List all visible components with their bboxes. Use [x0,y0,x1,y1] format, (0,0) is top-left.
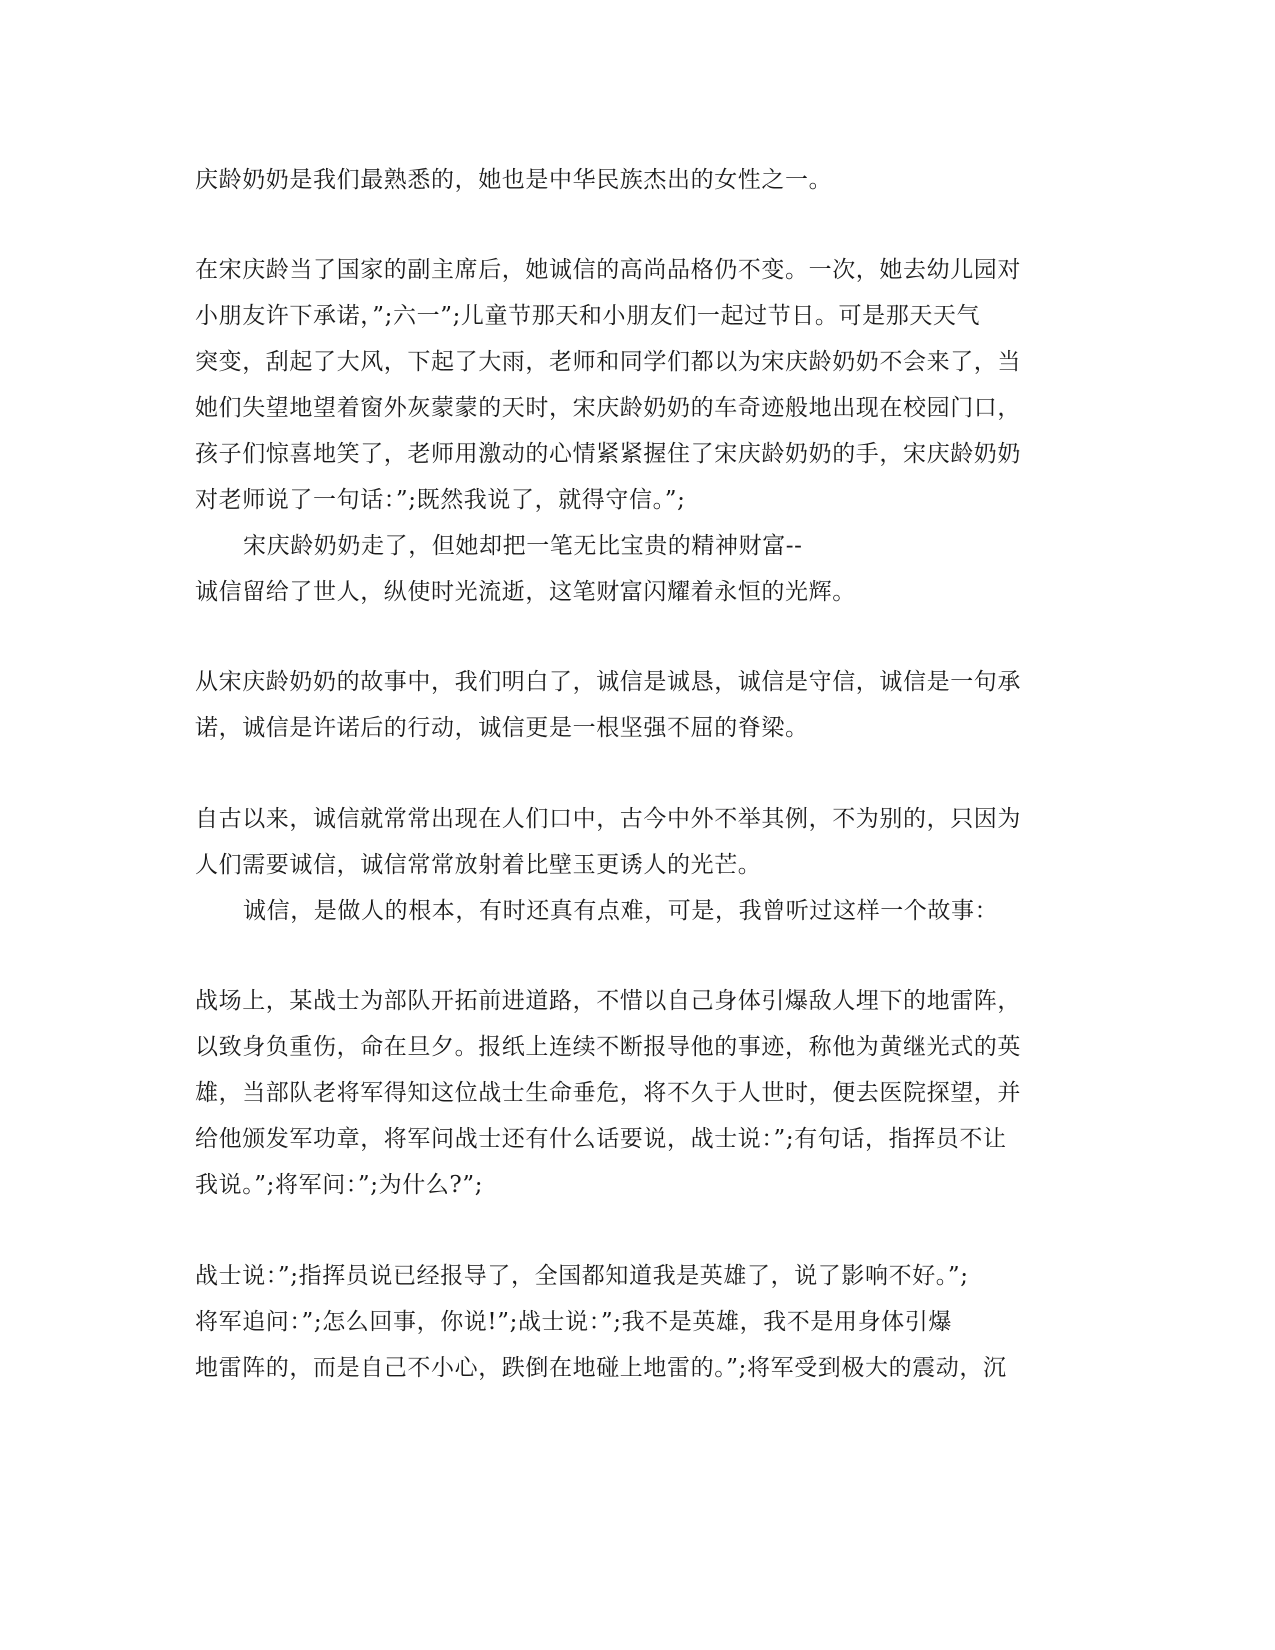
text-line: 雄，当部队老将军得知这位战士生命垂危，将不久于人世时，便去医院探望，并 [195,1080,1021,1106]
text-line: 地雷阵的，而是自己不小心，跌倒在地碰上地雷的。”;将军受到极大的震动，沉 [195,1355,1007,1381]
text-line: 给他颁发军功章，将军问战士还有什么话要说，战士说：”;有句话，指挥员不让 [195,1126,1007,1152]
text-line: 我说。”;将军问：”;为什么?”; [195,1172,484,1198]
text-line: 对老师说了一句话：”;既然我说了，就得守信。”; [195,487,686,513]
text-line: 人们需要诚信，诚信常常放射着比壁玉更诱人的光芒。 [195,852,762,878]
text-line: 以致身负重伤，命在旦夕。报纸上连续不断报导他的事迹，称他为黄继光式的英 [195,1034,1021,1060]
text-line: 小朋友许下承诺，”;六一”;儿童节那天和小朋友们一起过节日。可是那天天气 [195,303,981,329]
text-line: 从宋庆龄奶奶的故事中，我们明白了，诚信是诚恳，诚信是守信，诚信是一句承 [195,669,1021,695]
text-line: 战场上，某战士为部队开拓前进道路，不惜以自己身体引爆敌人埋下的地雷阵， [195,988,1021,1014]
text-line: 她们失望地望着窗外灰蒙蒙的天时，宋庆龄奶奶的车奇迹般地出现在校园门口， [195,395,1021,421]
text-line: 诺，诚信是许诺后的行动，诚信更是一根坚强不屈的脊梁。 [195,715,809,741]
text-line: 诚信，是做人的根本，有时还真有点难，可是，我曾听过这样一个故事： [243,898,999,924]
text-line: 庆龄奶奶是我们最熟悉的，她也是中华民族杰出的女性之一。 [195,167,833,193]
text-line: 将军追问：”;怎么回事，你说!”;战士说：”;我不是英雄，我不是用身体引爆 [195,1309,952,1335]
text-line: 宋庆龄奶奶走了，但她却把一笔无比宝贵的精神财富-- [243,533,803,559]
text-line: 自古以来，诚信就常常出现在人们口中，古今中外不举其例，不为别的，只因为 [195,806,1021,832]
text-line: 战士说：”;指挥员说已经报导了，全国都知道我是英雄了，说了影响不好。”; [195,1263,969,1289]
text-line: 孩子们惊喜地笑了，老师用激动的心情紧紧握住了宋庆龄奶奶的手，宋庆龄奶奶 [195,441,1021,467]
text-line: 在宋庆龄当了国家的副主席后，她诚信的高尚品格仍不变。一次，她去幼儿园对 [195,257,1021,283]
text-line: 诚信留给了世人，纵使时光流逝，这笔财富闪耀着永恒的光辉。 [195,579,856,605]
text-line: 突变，刮起了大风，下起了大雨，老师和同学们都以为宋庆龄奶奶不会来了，当 [195,349,1021,375]
